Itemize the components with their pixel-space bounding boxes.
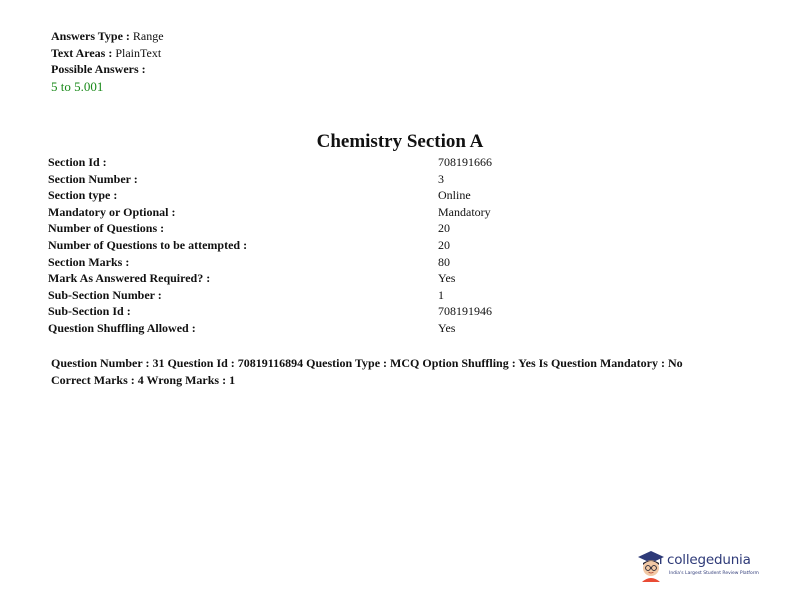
section-row — [48, 270, 568, 287]
section-row-label: Question Shuffling Allowed : — [48, 320, 196, 335]
section-row — [48, 154, 568, 171]
section-row-label: Sub-Section Number : — [48, 287, 162, 302]
section-row — [48, 303, 568, 320]
section-row-value: Yes — [438, 271, 456, 286]
section-row — [48, 204, 568, 221]
answers-type-value: Range — [129, 29, 164, 43]
question-marks-line: Correct Marks : 4 Wrong Marks : 1 — [51, 372, 236, 387]
section-row-value: 3 — [438, 171, 444, 186]
section-details-table — [48, 154, 568, 337]
section-row-value: 20 — [438, 237, 450, 252]
section-title: Chemistry Section A — [316, 131, 484, 152]
section-row-value: 708191946 — [438, 304, 492, 319]
text-areas-label: Text Areas : — [51, 45, 113, 60]
section-row-label: Number of Questions to be attempted : — [48, 237, 248, 252]
section-row-value: Mandatory — [438, 204, 491, 219]
collegedunia-logo — [636, 548, 760, 584]
text-areas-row — [51, 45, 164, 62]
section-row — [48, 187, 568, 204]
possible-answers-label: Possible Answers : — [51, 62, 146, 76]
section-row — [48, 254, 568, 271]
section-row — [48, 320, 568, 337]
section-row-value: Yes — [438, 320, 456, 335]
section-row — [48, 237, 568, 254]
section-row-value: 20 — [438, 221, 450, 236]
section-row-value: Online — [438, 188, 471, 203]
logo-tagline: India's Largest Student Review Platform — [669, 571, 759, 576]
logo-wordmark: collegedunia — [667, 552, 751, 568]
section-row-value: 80 — [438, 254, 450, 269]
possible-answers-row — [51, 61, 164, 78]
section-row-label: Section type : — [48, 188, 118, 203]
section-row-label: Section Number : — [48, 171, 138, 186]
section-row-label: Mandatory or Optional : — [48, 204, 176, 219]
answers-info — [51, 28, 164, 95]
section-row-label: Sub-Section Id : — [48, 304, 131, 319]
section-row — [48, 171, 568, 188]
section-row-label: Number of Questions : — [48, 221, 165, 236]
answers-type-label: Answers Type : — [51, 29, 130, 43]
section-row-label: Section Marks : — [48, 254, 130, 269]
possible-answers-value: 5 to 5.001 — [51, 78, 104, 94]
section-row — [48, 220, 568, 237]
question-meta-line: Question Number : 31 Question Id : 70819116894 Question Type : MCQ Option Shuffling : Yes Is Question Mandatory : No — [51, 356, 683, 370]
section-row-label: Mark As Answered Required? : — [48, 271, 211, 286]
section-row — [48, 287, 568, 304]
question-info — [51, 355, 683, 388]
text-areas-value: PlainText — [112, 45, 162, 60]
section-row-value: 708191666 — [438, 155, 492, 169]
section-row-label: Section Id : — [48, 155, 107, 169]
section-row-value: 1 — [438, 287, 444, 302]
answers-type-row — [51, 28, 164, 45]
student-mascot-icon — [636, 548, 666, 582]
